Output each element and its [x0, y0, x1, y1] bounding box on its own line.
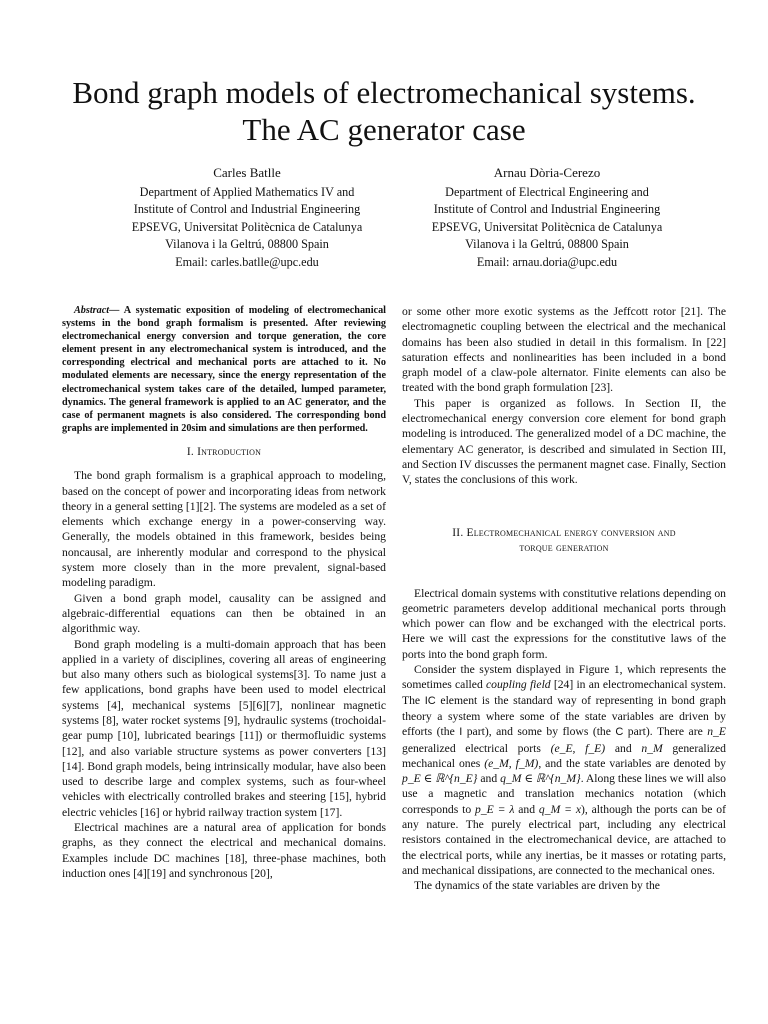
paragraph: The bond graph formalism is a graphical approach to modeling, based on the concept of power and incorporating ideas from network theory in a general setting [1][2]. The systems are modeled as a set of elements which exchange energy in a power-conserving way. Generally, the models obtained in this framework, besides being noncausal, are inherently modular and correspond to the physical system more closely than in the more prevalent, signal-based modeling paradigm. [62, 469, 386, 590]
text-run: [24] in an electromechanical system. The [402, 678, 726, 707]
text-run: part), and some by flows (the [462, 725, 616, 739]
paragraph: This paper is organized as follows. In Section II, the electromechanical energy conversion core element for bond graph modeling is introduced. The generalized model of a DC machine, the elementary AC generator, is described and simulated in Section III, and Section IV discusses the permanent magnet case. Finally, Section V, states the conclusions of this work. [402, 396, 726, 487]
author-department: Department of Electrical Engineering and [445, 184, 649, 199]
author-address: Vilanova i la Geltrú, 08800 Spain [165, 237, 329, 252]
paragraph: Electrical domain systems with constitutive relations depending on geometric parameters develop additional mechanical ports through which power can flow and be exchanged with the electrical ports. Here we will cast the expressions for the constitutive laws of the ports into the bond graph form. [402, 586, 726, 661]
text-run: generalized electrical ports [402, 741, 551, 755]
author-block-2 [397, 164, 697, 272]
i-part: I [459, 726, 463, 739]
title-line-1: Bond graph models of electromechanical systems. [72, 75, 696, 110]
math-eM-fM: (e_M, f_M) [484, 756, 539, 770]
paragraph: or some other more exotic systems as the Jeffcott rotor [21]. The electromagnetic coupling between the electrical and the mechanical domains has been also studied in detail in this formalism. In [22] saturation effects and nonlinearities has been included in a bond graph model of a claw-pole alternator. Finite elements can also be treated with the bond graph formulation [23]. [402, 305, 726, 395]
math-qM: q_M ∈ ℝ^{n_M} [500, 772, 581, 786]
section-title-line-1: Electromechanical energy conversion and [466, 526, 676, 539]
text-run: ), although the ports can be of any nature. The purely electrical part, including any electrical resistors contained in the electromechanical device, are attached to the electrical ports, while any inertias, be it masses or rotating parts, and mechanical dissipations, are connected to the mechanical ones. [402, 802, 727, 877]
c-part: C [615, 726, 624, 739]
section-title: Introduction [197, 445, 262, 458]
right-column [402, 304, 726, 894]
abstract-text: — A systematic exposition of modeling of electromechanical systems in the bond graph formalism is presented. After reviewing electromechanical energy conversion and torque generation, the core element present in any electromechanical system is introduced, and the corresponding electrical and mechanical ports are attached to it. No modulated elements are necessary, since the energy representation of the electromechanical system takes care of the detailed, lumped parameter, dynamics. The general framework is applied to an AC generator, and the case of permanent magnets is also considered. The corresponding bond graphs are implemented in 20sim and simulations are then performed. [62, 305, 386, 434]
paper-title [40, 74, 728, 148]
author-school: EPSEVG, Universitat Politècnica de Catalunya [131, 219, 363, 234]
math-nM: n_M [641, 741, 663, 755]
text-run: generalized mechanical ones [402, 741, 726, 770]
abstract-label: Abstract [74, 305, 110, 316]
paragraph: Bond graph modeling is a multi-domain approach that has been applied in a variety of disciplines, covering all areas of engineering but also many others such as biological systems[3]. To name just a few applications, bond graphs have been used to model electrical systems [4], mechanical systems [5][6][7], nonlinear magnetic systems [8], water rocket systems [9], hydraulic systems (trochoidal-gear pump [10], lubricated bearings [11]) or thermofluidic systems [12], and also variable structure systems as power converters [13][14]. Bond graph models, being intrinsically modular, have also been used to describe large and complex systems, such as four-wheel vehicles with electrically controlled brakes and steering [15], hybrid electric vehicles [16] or hybrid railway traction system [17]. [62, 637, 386, 819]
term-coupling-field: coupling field [486, 678, 551, 692]
paragraph: Given a bond graph model, causality can be assigned and algebraic-differential equations can then be obtained in an algorithmic way. [62, 591, 386, 636]
text-run: and [514, 802, 539, 816]
author-name: Arnau Dòria-Cerezo [493, 165, 601, 180]
author-department: Department of Applied Mathematics IV and [139, 184, 355, 199]
math-pE: p_E ∈ ℝ^{n_E} [402, 772, 478, 786]
section-number: I. [186, 445, 194, 458]
section-heading-electromechanical [402, 526, 726, 556]
math-nE: n_E [707, 725, 726, 739]
author-name: Carles Batlle [213, 165, 281, 180]
math-qM-x: q_M = x [538, 802, 581, 816]
left-column [62, 304, 386, 881]
author-email: Email: arnau.doria@upc.edu [476, 254, 618, 269]
math-eE-fE: (e_E, f_E) [550, 741, 606, 755]
paragraph: Electrical machines are a natural area of application for bonds graphs, as they connect the electrical and mechanical domains. Examples include DC machines [18], three-phase machines, both induction ones [4][19] and synchronous [20], [62, 821, 386, 880]
section-number: II. [452, 526, 464, 539]
text-run: part). There are [623, 725, 708, 739]
ic-element: IC [424, 694, 436, 707]
section-title-line-2: torque generation [519, 541, 609, 554]
author-address: Vilanova i la Geltrú, 08800 Spain [465, 237, 629, 252]
abstract [62, 304, 386, 435]
title-line-2: The AC generator case [242, 112, 526, 147]
author-school: EPSEVG, Universitat Politècnica de Catalunya [431, 219, 663, 234]
author-email: Email: carles.batlle@upc.edu [175, 254, 319, 269]
text-run: element is the standard way of representing in bond graph theory a system where some of the state variables are driven by efforts (the [402, 693, 726, 739]
section-heading-introduction [62, 445, 386, 460]
text-run: and [605, 741, 642, 755]
paragraph: The dynamics of the state variables are driven by the [414, 879, 660, 893]
text-run: . Along these lines we will also use a magnetic and translation mechanics notation (which corresponds to [402, 772, 726, 816]
text-run: Consider the system displayed in Figure 1, which represents the sometimes called [402, 663, 726, 692]
author-institute: Institute of Control and Industrial Engineering [433, 202, 661, 217]
math-pE-lambda: p_E = λ [475, 802, 515, 816]
paragraph [402, 662, 726, 878]
text-run: , and the state variables are denoted by [538, 756, 726, 770]
text-run: and [477, 772, 501, 786]
author-block-1 [97, 164, 397, 272]
author-institute: Institute of Control and Industrial Engineering [133, 202, 361, 217]
